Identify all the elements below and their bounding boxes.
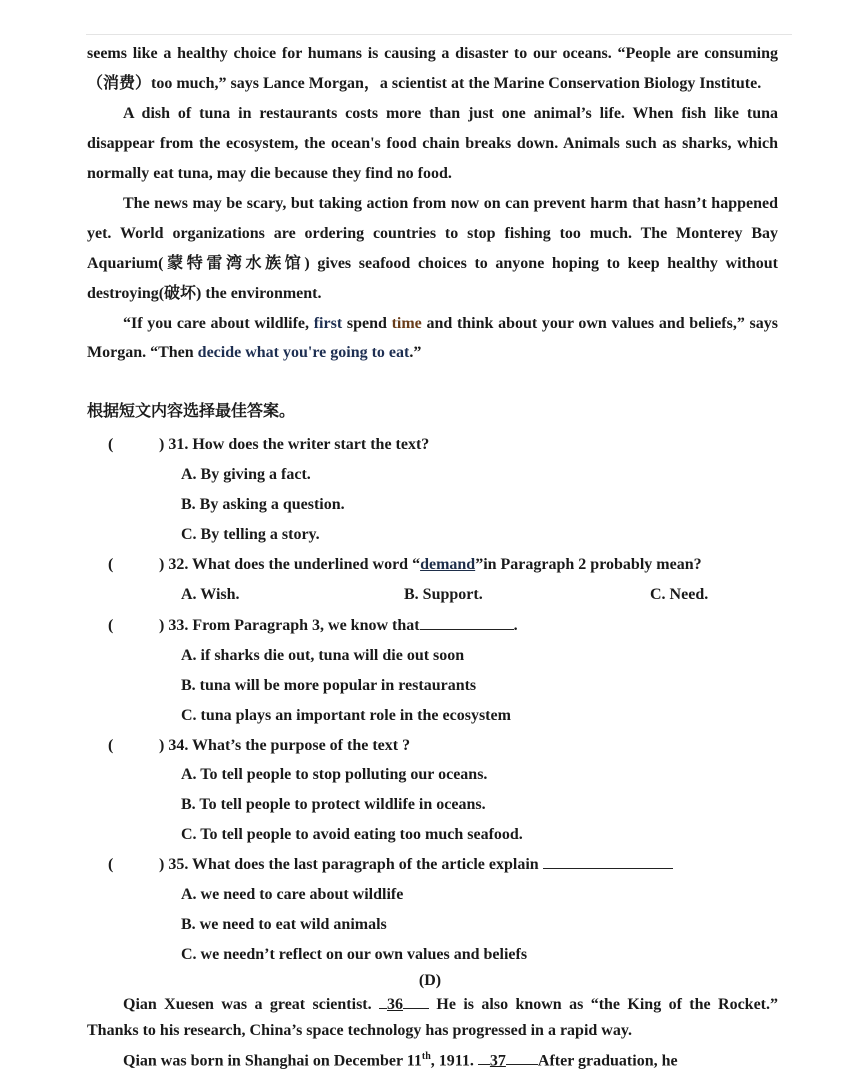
option-32a: A. Wish. [181, 586, 240, 603]
question-31 [0, 430, 860, 460]
option-33a: A. if sharks die out, tuna will die out soon [181, 647, 465, 664]
passage-c [87, 39, 778, 367]
answer-paren-close: ) [159, 556, 165, 573]
option-35c: C. we needn’t reflect on our own values and beliefs [181, 946, 528, 963]
option-34a: A. To tell people to stop polluting our oceans. [181, 766, 488, 783]
option-31c: C. By telling a story. [181, 526, 320, 543]
answer-paren-close: ) [159, 856, 165, 873]
passage-d [87, 992, 778, 1074]
answer-paren-close: ) [159, 737, 165, 754]
option-31b: B. By asking a question. [181, 496, 345, 513]
option-33b: B. tuna will be more popular in restaurants [181, 677, 477, 694]
passage-d-paragraph-1: Qian Xuesen was a great scientist. 36 He is also known as “the King of the Rocket.” Thanks to his research, China’s space technology has progressed in a rapid way. [87, 996, 778, 1039]
answer-paren-open: ( [108, 436, 114, 453]
option-32b: B. Support. [404, 586, 483, 603]
answer-paren-open: ( [108, 737, 114, 754]
option-34b: B. To tell people to protect wildlife in oceans. [181, 796, 486, 813]
fill-blank[interactable] [543, 854, 673, 869]
blank-36[interactable]: 36 [387, 996, 404, 1013]
passage-paragraph-4: “If you care about wildlife, first spend time and think about your own values and beliefs,” says Morgan. “Then decide what you're going to eat.” [87, 315, 778, 361]
option-35a: A. we need to care about wildlife [181, 886, 404, 903]
fill-blank[interactable] [420, 615, 514, 630]
answer-paren-open: ( [108, 617, 114, 634]
question-35: ( ) 35. What does the last paragraph of the article explain [0, 850, 860, 880]
option-33c: C. tuna plays an important role in the ecosystem [181, 707, 511, 724]
question-33: ( ) 33. From Paragraph 3, we know that . [0, 611, 860, 641]
answer-paren-open: ( [108, 856, 114, 873]
instruction-heading: 根据短文内容选择最佳答案。 [87, 401, 296, 420]
option-31a: A. By giving a fact. [181, 466, 311, 483]
top-divider [86, 34, 792, 35]
passage-paragraph-3: The news may be scary, but taking action from now on can prevent harm that hasn’t happened yet. World organizations are ordering countries to stop fishing too much. The Monterey Bay Aquarium(蒙特雷湾水族馆) gives seafood choices to anyone hoping to keep healthy without destroying(破坏) the environment. [87, 195, 778, 302]
question-34: ( ) 34. What’s the purpose of the text ? [0, 731, 860, 761]
answer-paren-close: ) [159, 436, 165, 453]
question-32: ( ) 32. What does the underlined word “demand”in Paragraph 2 probably mean? [0, 550, 860, 580]
blank-37[interactable]: 37 [489, 1052, 506, 1070]
question-text: 31. How does the writer start the text? [168, 436, 430, 453]
option-35b: B. we need to eat wild animals [181, 916, 387, 933]
answer-paren-open: ( [108, 556, 114, 573]
section-label: (D) [418, 972, 442, 989]
answer-paren-close: ) [159, 617, 165, 634]
passage-paragraph-1: seems like a healthy choice for humans is causing a disaster to our oceans. “People are consuming（消费）too much,” says Lance Morgan，a scientist at the Marine Conservation Biology Institute. [87, 45, 778, 92]
passage-paragraph-2: A dish of tuna in restaurants costs more than just one animal’s life. When fish like tuna disappear from the ecosystem, the ocean's food chain breaks down. Animals such as sharks, which normally eat tuna, may die because they find no food. [87, 105, 778, 182]
option-34c: C. To tell people to avoid eating too much seafood. [181, 826, 523, 843]
underlined-word: demand [420, 556, 476, 573]
option-32c: C. Need. [650, 586, 709, 603]
passage-d-paragraph-2: Qian was born in Shanghai on December 11th, 1911. 37 After graduation, he [123, 1051, 678, 1070]
